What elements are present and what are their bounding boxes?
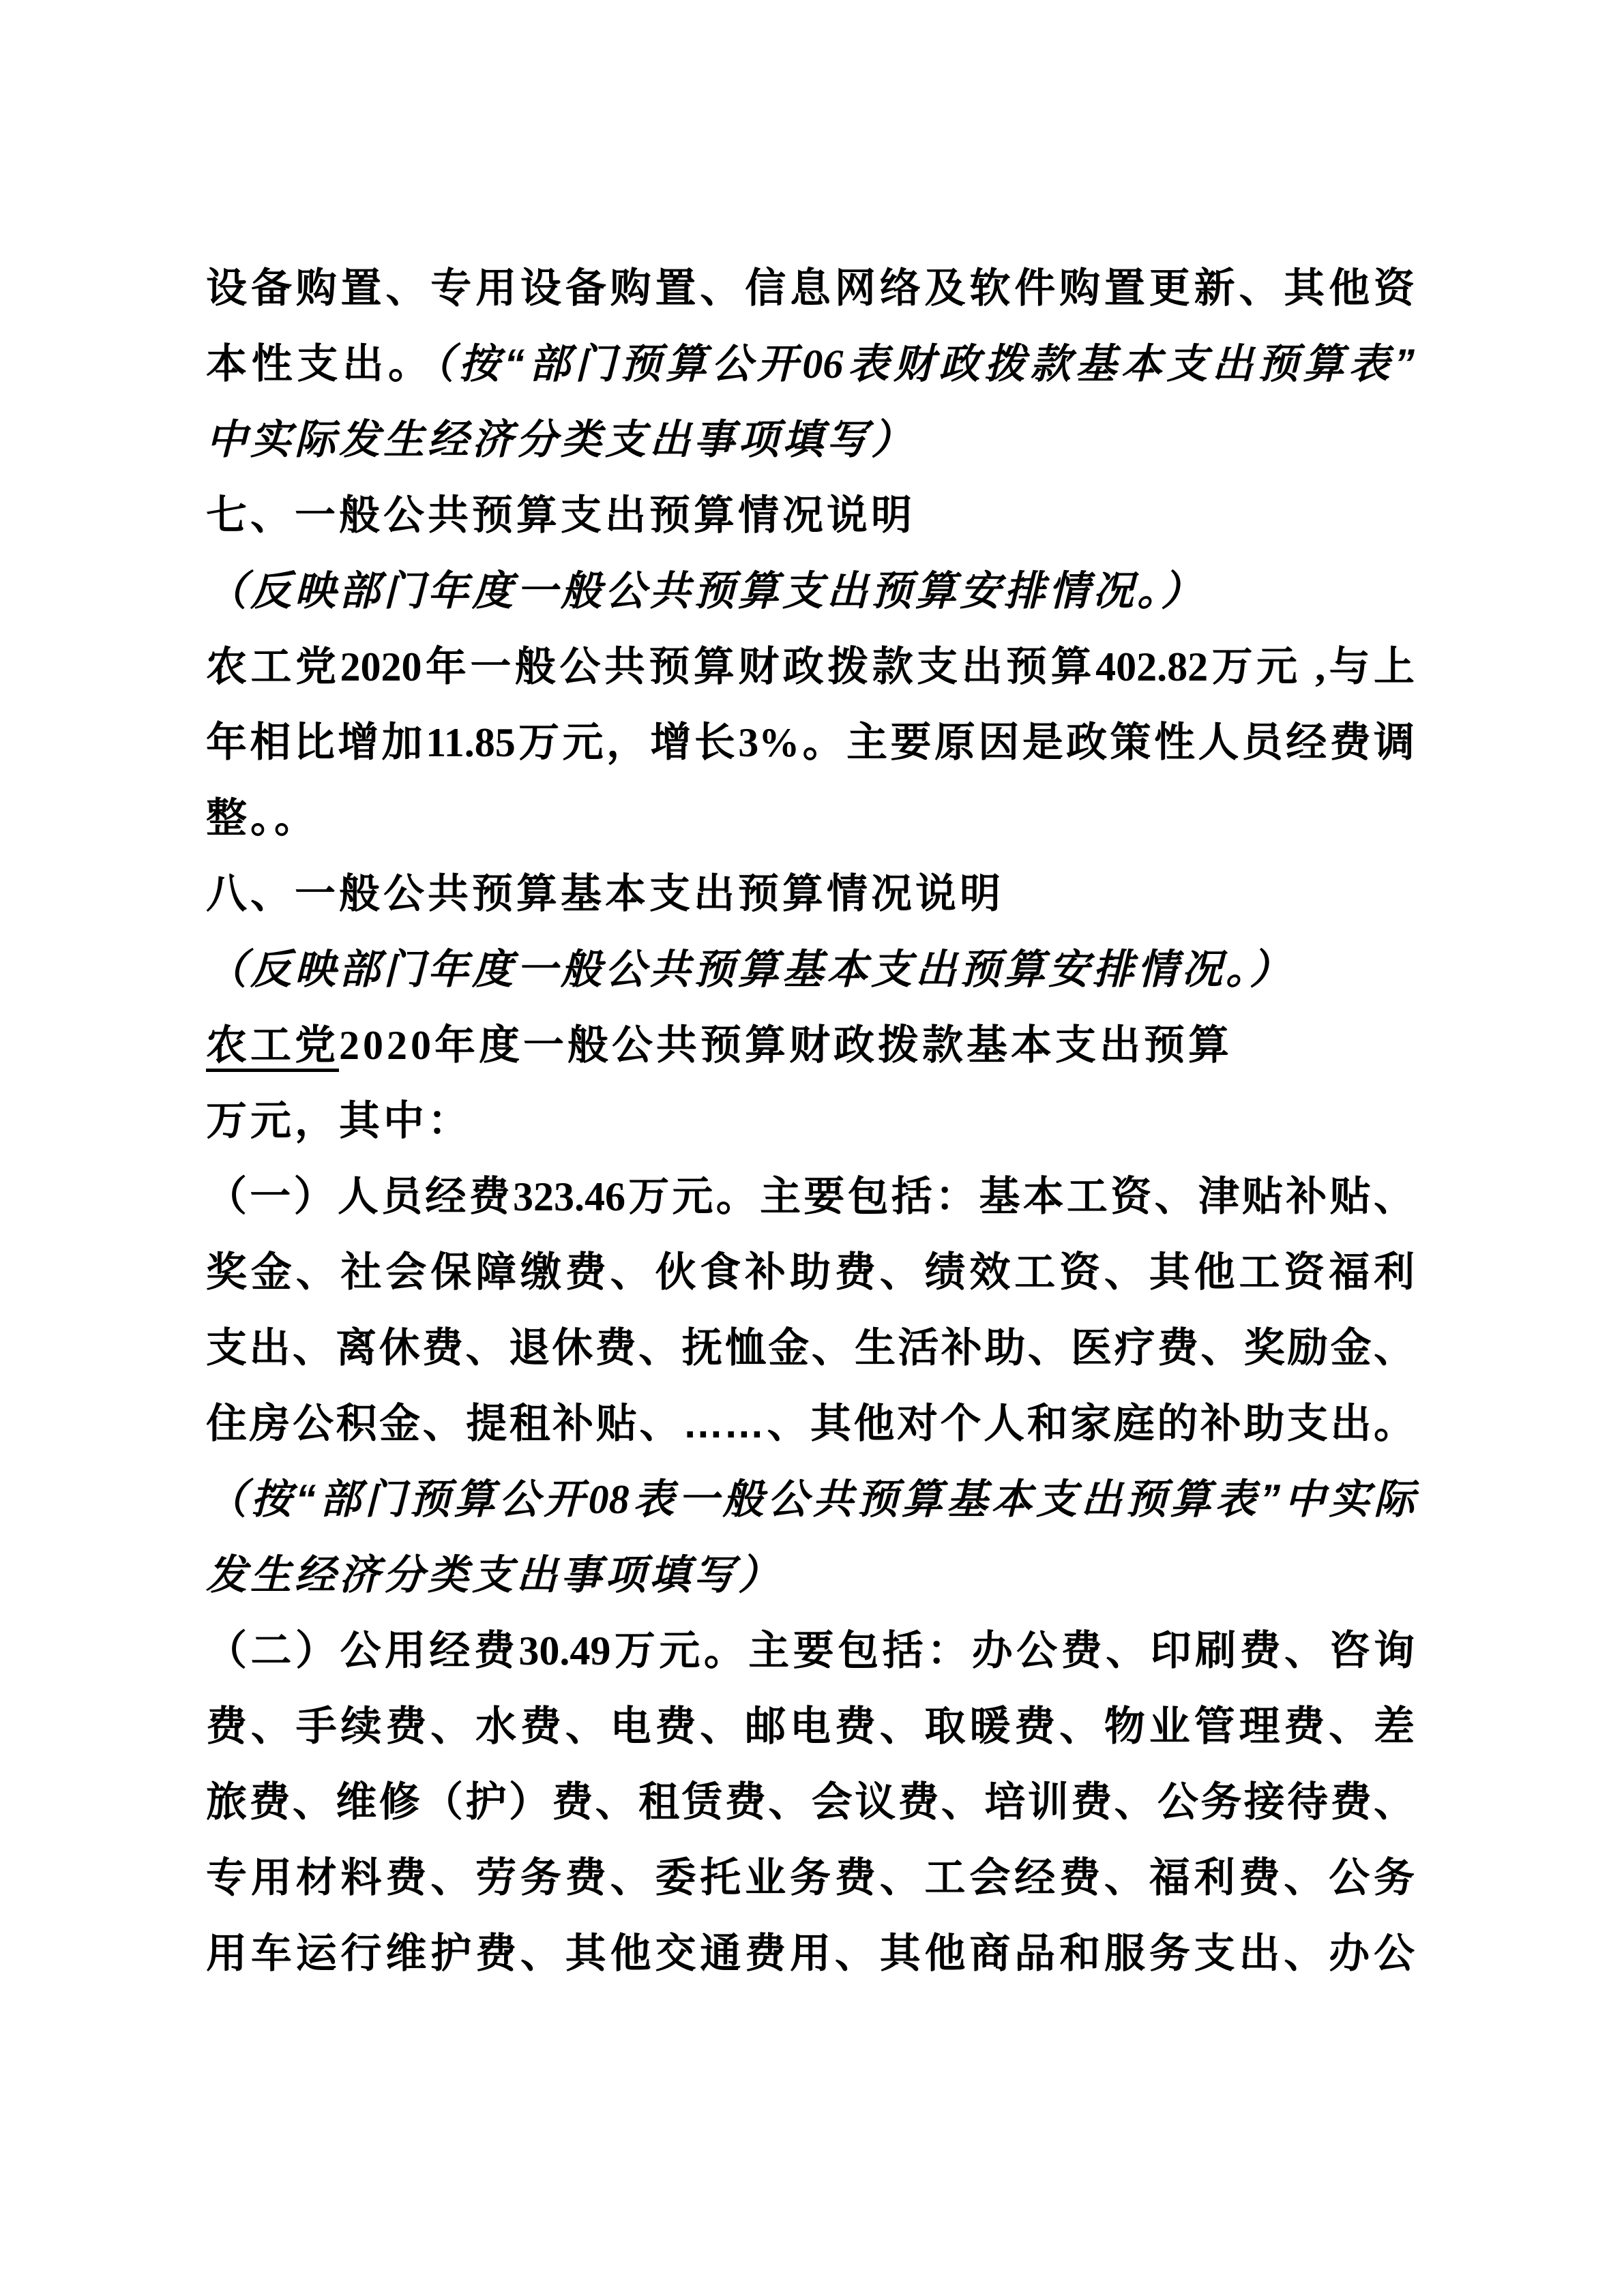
text-segment: 万元，增长 <box>515 719 739 765</box>
year-number: 2020 <box>339 1023 434 1068</box>
note-line <box>206 931 1415 1007</box>
text-segment: 万元，其中： <box>206 1098 472 1144</box>
punctuation: , <box>1301 644 1326 689</box>
amount-number: 30.49 <box>518 1628 611 1673</box>
text-segment: 年度一般公共预算财政拨款基本支出预算 <box>434 1022 1232 1068</box>
text-line <box>206 1688 1415 1764</box>
text-segment: 设备购置、专用设备购置、信息网络及软件购置更新、其他资 <box>206 265 1415 311</box>
text-line <box>206 1386 1415 1461</box>
amount-number: 402.82 <box>1095 644 1209 689</box>
text-segment: 专用材料费、劳务费、委托业务费、工会经费、福利费、公务 <box>206 1855 1415 1900</box>
text-segment: 奖金、社会保障缴费、伙食补助费、绩效工资、其他工资福利 <box>206 1249 1415 1295</box>
note-line <box>206 1461 1415 1537</box>
org-name: 农工党 <box>206 644 340 689</box>
org-name-underlined: 农工党 <box>206 1022 339 1068</box>
note-segment: （反映部门年度一般公共预算基本支出预算安排情况。） <box>206 946 1294 992</box>
table-number: 06 <box>802 342 844 387</box>
note-line <box>206 553 1415 629</box>
note-segment: 发生经济分类支出事项填写） <box>206 1552 782 1598</box>
text-segment: 与上 <box>1325 644 1415 689</box>
text-line <box>206 326 1415 402</box>
note-segment: （反映部门年度一般公共预算支出预算安排情况。） <box>206 568 1205 614</box>
text-line <box>206 629 1415 704</box>
heading-text: 八、一般公共预算基本支出预算情况说明 <box>206 871 1004 916</box>
percent-number: 3% <box>738 720 800 765</box>
text-line <box>206 1007 1415 1083</box>
note-segment: 表一般公共预算基本支出预算表”中实际 <box>629 1476 1415 1522</box>
note-segment: （按“部门预算公开 <box>206 1476 589 1522</box>
table-number: 08 <box>588 1477 630 1522</box>
section-heading <box>206 856 1415 931</box>
text-segment: 用车运行维护费、其他交通费用、其他商品和服务支出、办公 <box>206 1930 1415 1976</box>
amount-number: 323.46 <box>512 1174 625 1219</box>
text-segment: 年相比增加 <box>206 719 426 765</box>
text-line <box>206 1915 1415 1991</box>
text-line <box>206 704 1415 780</box>
section-heading <box>206 477 1415 553</box>
note-segment: 中实际发生经济分类支出事项填写） <box>206 417 915 462</box>
text-segment: （二）公用经费 <box>206 1628 519 1673</box>
text-line <box>206 1310 1415 1386</box>
text-segment: 万元。主要包括：办公费、印刷费、咨询 <box>610 1628 1415 1673</box>
note-segment: （按“部门预算公开 <box>433 341 803 387</box>
text-segment: 万元。主要包括：基本工资、津贴补贴、 <box>625 1174 1415 1219</box>
text-line <box>206 1234 1415 1310</box>
note-segment: 表财政拨款基本支出预算表” <box>843 341 1415 387</box>
text-segment: （一）人员经费 <box>206 1174 513 1219</box>
text-line <box>206 250 1415 326</box>
text-line <box>206 780 1415 856</box>
text-segment: 费、手续费、水费、电费、邮电费、取暖费、物业管理费、差 <box>206 1703 1415 1749</box>
text-line <box>206 1613 1415 1688</box>
document-page <box>206 250 1415 1991</box>
text-segment: 万元 <box>1208 644 1301 689</box>
text-line <box>206 1159 1415 1234</box>
text-segment: 住房公积金、提租补贴、……、其他对个人和家庭的补助支出。 <box>206 1401 1415 1446</box>
text-segment: 整。。 <box>206 795 319 841</box>
heading-text: 七、一般公共预算支出预算情况说明 <box>206 492 915 538</box>
note-line <box>206 402 1415 477</box>
text-segment: 支出、离休费、退休费、抚恤金、生活补助、医疗费、奖励金、 <box>206 1325 1415 1371</box>
text-line <box>206 1764 1415 1840</box>
amount-number: 11.85 <box>426 720 516 765</box>
text-segment: 。主要原因是政策性人员经费调 <box>799 719 1415 765</box>
text-segment: 年一般公共预算财政拨款支出预算 <box>422 644 1096 689</box>
text-segment: 本性支出。 <box>206 341 434 387</box>
note-line <box>206 1537 1415 1613</box>
text-line <box>206 1840 1415 1915</box>
text-line <box>206 1083 1415 1159</box>
year-number: 2020 <box>340 644 422 689</box>
text-segment: 旅费、维修（护）费、租赁费、会议费、培训费、公务接待费、 <box>206 1779 1415 1825</box>
